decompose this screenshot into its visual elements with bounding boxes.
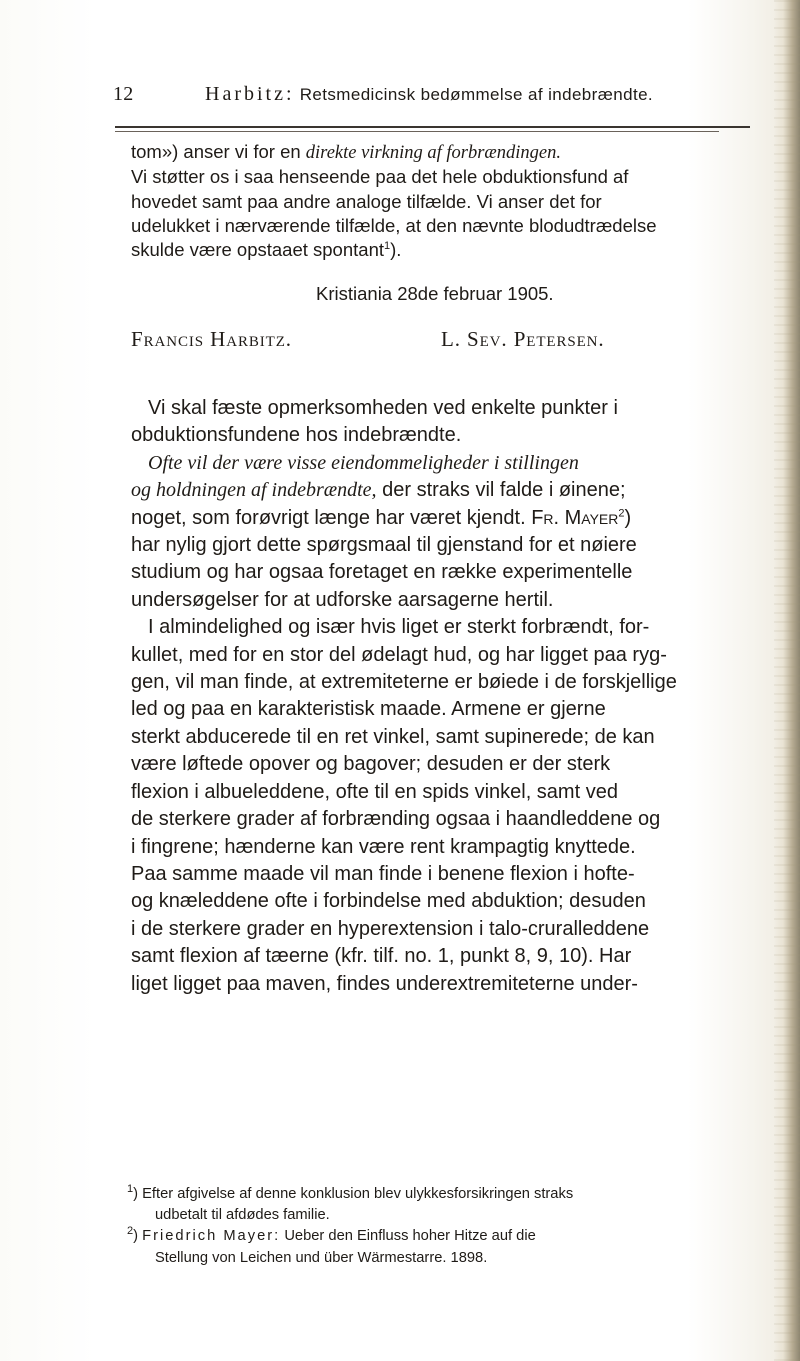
opening-line-2: Vi støtter os i saa henseende paa det hele obduktionsfund af [131,166,629,188]
signatures [131,327,751,357]
footnote-1: $^1$) Efter afgivelse af denne konklusion blev ulykkesforsikringen straks udbetalt til afdødes familie. [127,1183,574,1224]
running-title [205,83,653,106]
main-line-12: led og paa en karakteristisk maade. Armene er gjerne [131,698,606,721]
signature-left: Francis Harbitz. [131,327,292,351]
main-body-text [131,395,756,998]
main-line-20: i de sterkere grader en hyperextension i talo-cruralleddene [131,917,650,940]
main-line-5 [131,505,756,532]
opening-line-5 [131,238,756,262]
main-line-2: obduktionsfundene hos indebrændte. [131,424,462,447]
main-line-1: Vi skal fæste opmerksomheden ved enkelte punkter i [148,397,618,419]
main-line-21: samt flexion af tæerne (kfr. tilf. no. 1, punkt 8, 9, 10). Har [131,945,632,968]
running-header [113,83,753,113]
main-line-11: gen, vil man finde, at extremiteterne er bøiede i de forskjellige [131,671,677,694]
footnote-1-line-1: Efter afgivelse af denne konklusion blev ulykkesforsikringen straks [142,1186,574,1202]
main-line-22: liget ligget paa maven, findes underextremiteterne under- [131,972,638,995]
footnote-1-line-2: udbetalt til afdødes familie. [155,1207,330,1224]
main-line-14: være løftede opover og bagover; desuden er der sterk [131,753,611,776]
running-chapter-title: Retsmedicinsk bedømmelse af indebrændte. [299,85,654,104]
opening-line-4: udelukket i nærværende tilfælde, at den nævnte blodudtrædelse [131,214,657,236]
author-name-mayer: Fr. Mayer [531,506,619,529]
main-line-18: Paa samme maade vil man finde i benene flexion i hofte- [131,862,635,885]
opening-paragraph [131,140,756,262]
main-line-10: kullet, med for en stor del ødelagt hud, og har ligget paa ryg- [131,643,667,666]
footnote-2-marker: 2 [127,1225,134,1238]
signature-right: L. Sev. Petersen. [441,327,605,351]
main-line-16: de sterkere grader af forbrænding ogsaa i haandleddene og [131,808,661,831]
main-line-4-text: der straks vil falde i øinene; [376,479,626,502]
footnote-2-line-2: Stellung von Leichen und über Wärmestarre. 1898. [155,1249,488,1266]
main-line-13: sterkt abducerede til en ret vinkel, samt supinerede; de kan [131,725,655,748]
main-line-7: studium og har ogsaa foretaget en række experimentelle [131,561,633,584]
footnote-2-text: Ueber den Einfluss hoher Hitze auf die [284,1228,536,1245]
main-line-3: Ofte vil der være visse eiendommeligheder i stillingen [148,451,579,474]
header-rule [115,126,750,128]
main-line-17: i fingrene; hænderne kan være rent krampagtig knyttede. [131,835,636,858]
footnote-reference-2: 2 [618,506,625,519]
page-edge-shadow [774,0,800,1361]
footnotes [127,1184,757,1269]
main-line-15: flexion i albueleddene, ofte til en spids vinkel, samt ved [131,780,618,803]
page-number: 12 [113,83,134,105]
main-line-5-text: noget, som forøvrigt længe har været kjendt. [131,506,532,529]
opening-line-1-text: tom») anser vi for en [131,141,306,162]
main-line-5-end: ) [624,506,632,529]
opening-line-5-text: skulde være opstaaet spontant [131,239,384,261]
footnote-reference-1: 1 [384,240,391,253]
opening-line-1 [131,140,756,165]
opening-line-1-italic: direkte virkning af forbrændingen. [305,143,561,163]
main-line-4-italic: og holdningen af indebrændte, [131,479,377,502]
main-line-6: har nylig gjort dette spørgsmaal til gjenstand for et nøiere [131,534,637,557]
footnote-2-author: Friedrich Mayer: [142,1228,281,1245]
main-line-9: I almindelighed og især hvis liget er sterkt forbrændt, for- [148,616,650,639]
opening-line-5-end: ). [390,239,402,261]
opening-line-3: hovedet samt paa andre analoge tilfælde. Vi anser det for [131,190,602,212]
main-line-19: og knæleddene ofte i forbindelse med abduktion; desuden [131,890,646,913]
place-and-date: Kristiania 28de februar 1905. [316,283,554,304]
footnote-2: $^2$) Friedrich Mayer: Ueber den Einfluss hoher Hitze auf die Stellung von Leichen und über Wärmestarre. 1898. [127,1225,536,1266]
footnote-1-marker: 1 [127,1183,134,1196]
main-line-4 [131,477,756,504]
header-rule-thin [115,131,719,132]
running-author: Harbitz: [205,83,295,105]
main-line-8: undersøgelser for at udforske aarsagerne hertil. [131,588,554,611]
